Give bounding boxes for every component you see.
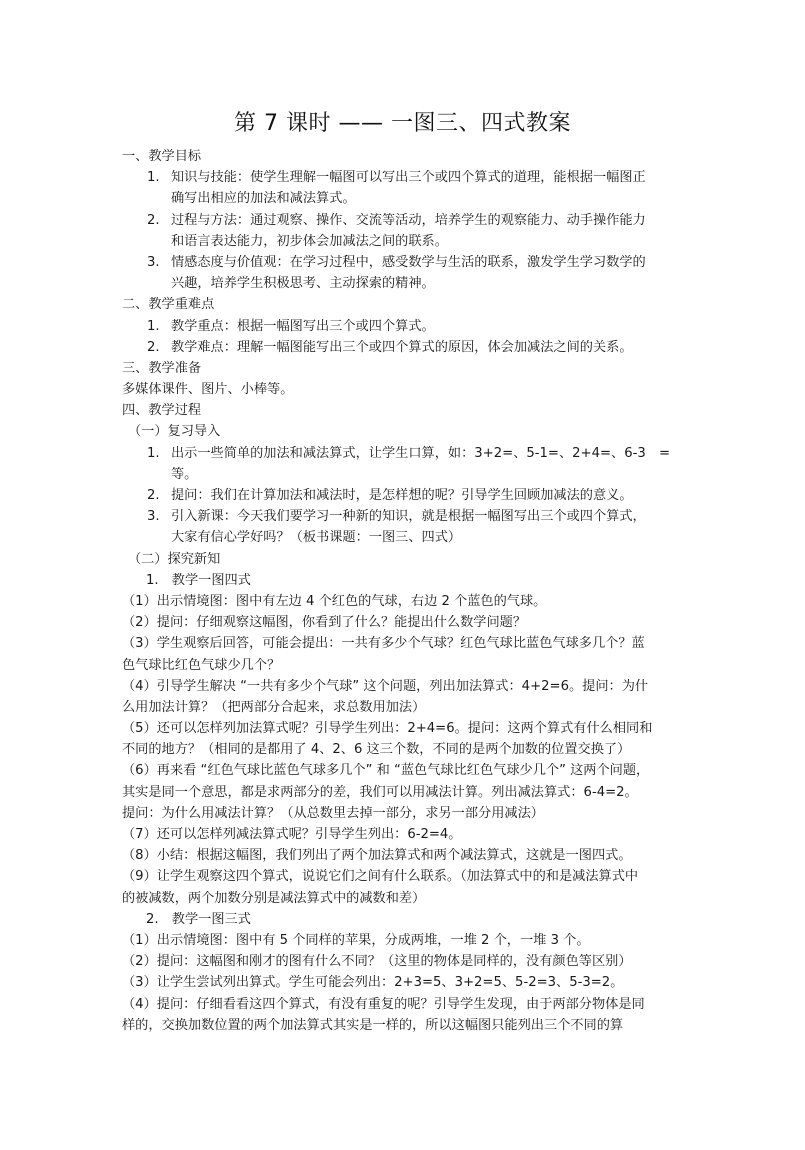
list-number: 2.: [147, 488, 160, 504]
list-text: 和语言表达能力，初步体会加减法之间的联系。: [171, 233, 448, 249]
list-item: [122, 337, 688, 358]
paragraph-line: 的被减数，两个加数分别是减法算式中的减数和差）: [122, 890, 426, 906]
list-text: 引入新课：今天我们要学习一种新的知识，就是根据一幅图写出三个或四个算式，: [171, 509, 646, 525]
list-item: [122, 506, 688, 548]
list-number: 1.: [147, 170, 160, 186]
paragraph-line: （1）出示情境图：图中有 5 个同样的苹果，分成两堆，一堆 2 个，一堆 3 个。: [122, 932, 590, 948]
list-text: 教学重点：根据一幅图写出三个或四个算式。: [171, 318, 435, 334]
list-item: [122, 443, 688, 485]
list-text: 大家有信心学好吗？（板书课题：一图三、四式）: [171, 530, 462, 546]
paragraph-line: （9）让学生观察这四个算式，说说它们之间有什么联系。（加法算式中的和是减法算式中: [122, 869, 639, 885]
section-heading: 四、教学过程: [122, 403, 202, 419]
document-body: [122, 146, 688, 1036]
list-number: 2.: [147, 339, 160, 355]
subsection-heading: （二）探究新知: [128, 551, 221, 567]
paragraph-line: （4）提问：仔细看看这四个算式，有没有重复的呢？引导学生发现，由于两部分物体是同: [122, 996, 645, 1012]
list-item: [122, 210, 688, 252]
list-text: 确写出相应的加法和减法算式。: [171, 191, 356, 207]
list-number: 1.: [147, 445, 160, 461]
paragraph-line: （3）让学生尝试列出算式。学生可能会列出：2+3=5、3+2=5、5-2=3、5-3=2。: [122, 975, 624, 991]
list-item: [122, 316, 688, 337]
paragraph-line: （2）提问：仔细观察这幅图，你看到了什么？能提出什么数学问题？: [122, 615, 527, 631]
paragraph-line: （8）小结：根据这幅图，我们列出了两个加法算式和两个减法算式，这就是一图四式。: [122, 848, 632, 864]
list-number: 1.: [147, 318, 160, 334]
part-heading: 1. 教学一图四式: [146, 572, 251, 588]
list-number: 3.: [147, 509, 160, 525]
paragraph-line: 样的，交换加数位置的两个加法算式其实是一样的，所以这幅图只能列出三个不同的算: [122, 1017, 624, 1033]
subsection-heading: （一）复习导入: [128, 424, 221, 440]
part-heading: 2. 教学一图三式: [146, 911, 251, 927]
section-heading: 二、教学重难点: [122, 297, 215, 313]
section-heading: 一、教学目标: [122, 149, 202, 164]
list-text: 等。: [171, 466, 198, 482]
paragraph-line: 提问：为什么用减法计算？（从总数里去掉一部分，求另一部分用减法）: [122, 805, 544, 821]
paragraph-line: （3）学生观察后回答，可能会提出：一共有多少个气球？红色气球比蓝色气球多几个？蓝: [122, 636, 645, 652]
paragraph-line: （4）引导学生解决 “一共有多少个气球” 这个问题，列出加法算式：4+2=6。提问：为什: [122, 678, 649, 694]
paragraph-line: （7）还可以怎样列减法算式呢？引导学生列出：6-2=4。: [122, 827, 462, 843]
list-text: 情感态度与价值观：在学习过程中，感受数学与生活的联系，激发学生学习数学的: [171, 254, 646, 270]
list-text: 兴趣，培养学生积极思考、主动探索的精神。: [171, 276, 435, 292]
paragraph-line: （2）提问：这幅图和刚才的图有什么不同？（这里的物体是同样的，没有颜色等区别）: [122, 954, 632, 970]
paragraph-line: 其实是同一个意思，都是求两部分的差，我们可以用减法计算。列出减法算式：6-4=2。: [122, 784, 638, 800]
paragraph: 多媒体课件、图片、小棒等。: [122, 382, 294, 398]
paragraph-line: （1）出示情境图：图中有左边 4 个红色的气球，右边 2 个蓝色的气球。: [122, 593, 547, 609]
page-title: 第 7 课时 —— 一图三、四式教案: [234, 111, 571, 136]
paragraph-line: （6）再来看 “红色气球比蓝色气球多几个” 和 “蓝色气球比红色气球少几个” 这两个问题，: [122, 763, 650, 779]
section-heading: 三、教学准备: [122, 360, 202, 376]
list-text: 出示一些简单的加法和减法算式，让学生口算，如：3+2=、5-1=、2+4=、6-3 =: [171, 445, 670, 461]
list-number: 3.: [147, 254, 160, 270]
list-item: [122, 485, 688, 506]
paragraph-line: 色气球比红色气球少几个？: [122, 657, 281, 673]
list-text: 教学难点：理解一幅图能写出三个或四个算式的原因，体会加减法之间的关系。: [171, 339, 633, 355]
list-number: 2.: [147, 212, 160, 228]
list-item: [122, 167, 688, 209]
paragraph-line: 不同的地方？（相同的是都用了 4、2、6 这三个数，不同的是两个加数的位置交换了）: [122, 742, 631, 758]
list-item: [122, 252, 688, 294]
paragraph-line: 么用加法计算？（把两部分合起来，求总数用加法）: [122, 699, 426, 715]
paragraph-line: （5）还可以怎样列加法算式呢？引导学生列出：2+4=6。提问：这两个算式有什么相同和: [122, 721, 653, 737]
list-text: 知识与技能：使学生理解一幅图可以写出三个或四个算式的道理，能根据一幅图正: [171, 170, 646, 186]
list-text: 过程与方法：通过观察、操作、交流等活动，培养学生的观察能力、动手操作能力: [171, 212, 646, 228]
list-text: 提问：我们在计算加法和减法时，是怎样想的呢？引导学生回顾加减法的意义。: [171, 488, 633, 504]
